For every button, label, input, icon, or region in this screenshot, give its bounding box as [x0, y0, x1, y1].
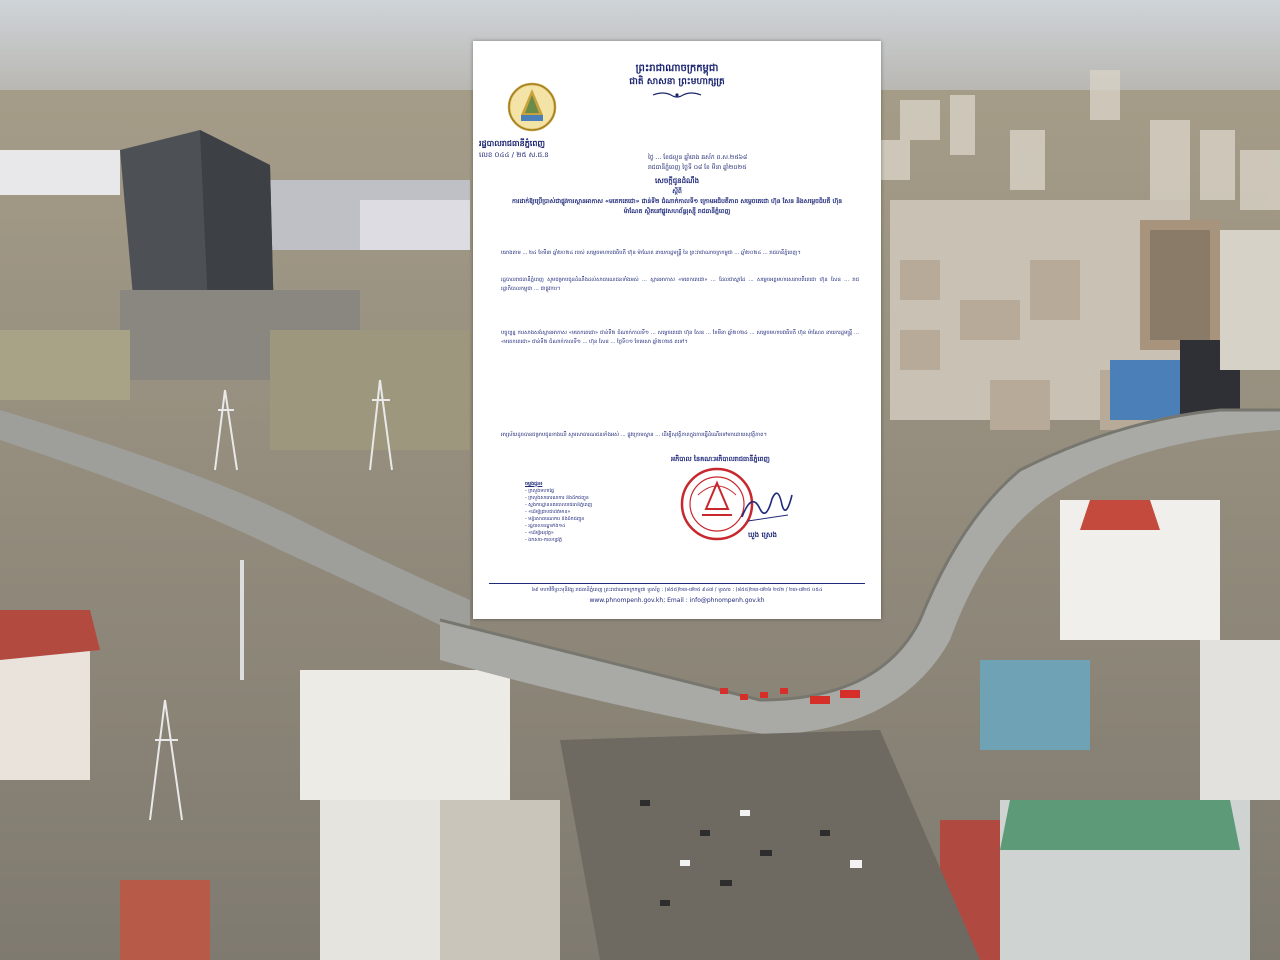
carbon-copy-list [525, 481, 655, 544]
cc-heading: ចម្លងជូន៖ [525, 482, 543, 487]
issuer-name: រដ្ឋបាលរាជធានីភ្នំពេញ [479, 139, 546, 148]
cc-item: - ឯកសារ-កាលប្បវត្តិ [525, 538, 562, 543]
cc-item: - ស្នងការដ្ឋាននគរបាលរាជធានីភ្នំពេញ [525, 503, 593, 508]
notice-subject: ការដាក់ឱ្យប្រើប្រាស់ជាផ្លូវការស្ពានអាកាស «មតេកតេជោ» ជាន់ទី២ ជំណាក់កាលទី១ ក្រោមអធិបតីភាព សម្តេចតេជោ ហ៊ុន សែន និងសម្តេចធិបតី ហ៊ុន ម៉ាណែត ស្ថិតនៅផ្លូវសហព័ន្ធរុស្ស៊ី រាជធានីភ្នំពេញ [511, 198, 843, 215]
paragraph-2: រដ្ឋបាលរាជធានីភ្នំពេញ សូមជម្រាបជូនដំណឹងដល់សាធារណជនទាំងអស់ ... ស្ពានអាកាស «មតេកតេជោ» ... ដែលជាស្នាដៃ ... សម្តេចអគ្គមហាសេនាបតីតេជោ ហ៊ុន សែន ... រាជរដ្ឋាភិបាលកម្ពុជា ... ជាផ្លូវការ។ [501, 277, 859, 292]
solar-date: រាជធានីភ្នំពេញ ថ្ងៃទី ០៨ ខែ មីនា ឆ្នាំ២០២៥ [648, 164, 747, 171]
cc-item: - មន្ទីរសាធារណការ និងដឹកជញ្ជូន [525, 517, 585, 522]
paragraph-4: អាស្រ័យដូចបានជម្រាបជូនខាងលើ សូមសាធារណជនទាំងអស់ ... ផ្លូវក្រោមស្ពាន ... ដើម្បីសុវត្ថិភាពក្នុងការធ្វើដំណើរទៅមកដោយសុវត្ថិភាព។ [501, 432, 767, 438]
official-notice-document [473, 41, 881, 619]
ornament-divider-icon [651, 91, 703, 99]
paragraph-3: បច្ចុប្បន្ន ការសាងសង់ស្ពានអាកាស «មតេកតេជោ» ជាន់ទី២ ជំណាក់កាលទី១ ... សម្តេចតេជោ ហ៊ុន សែន ... ខែមីនា ឆ្នាំ២០២៤ ... សម្តេចមហាបវរធិបតី ហ៊ុន ម៉ាណែត នាយករដ្ឋមន្ត្រី ... «មតេកតេជោ» ជាន់ទី២ ជំណាក់កាលទី១ ... ហ៊ុន សែន ... ថ្ងៃទី០១ ខែមេសា ឆ្នាំ២០២៥ តទៅ។ [501, 330, 859, 345]
paragraph-1: យោងតាម ... ២៤ ខែមីនា ឆ្នាំ២០២៤ របស់ សម្តេចមហាបវរធិបតី ហ៊ុន ម៉ាណែត នាយករដ្ឋមន្ត្រី នៃ ព្រះរាជាណាចក្រកម្ពុជា ... ឆ្នាំ២០២៤ ... រាជធានីភ្នំពេញ។ [501, 250, 801, 256]
lunar-date: ថ្ងៃ ... ខែផល្គុន ឆ្នាំរោង ឆស័ក ព.ស.២៥៦៨ [648, 154, 748, 161]
national-motto: ជាតិ សាសនា ព្រះមហាក្សត្រ [629, 77, 725, 87]
footer-web-email: www.phnompenh.gov.kh; Email : info@phnompenh.gov.kh [589, 597, 765, 604]
cc-item: - រដ្ឋបាលខណ្ឌទាំង១៤ [525, 524, 566, 529]
footer-divider [489, 583, 865, 584]
cc-item: - ក្រសួងមហាផ្ទៃ [525, 489, 555, 494]
cc-item: - ក្រសួងសាធារណការ និងដឹកជញ្ជូន [525, 496, 589, 501]
signer-name: ឃួង ស្រេង [748, 531, 777, 539]
cc-item: - «ដើម្បីអនុវត្ត» [525, 531, 554, 536]
handwritten-signature-icon [738, 481, 796, 529]
notice-about: ស្តីពី [672, 188, 682, 195]
signer-title: អភិបាល នៃគណៈអភិបាលរាជធានីភ្នំពេញ [671, 455, 770, 463]
cc-item: - «ដើម្បីជ្រាបជាព័ត៌មាន» [525, 510, 571, 515]
kingdom-header: ព្រះរាជាណាចក្រកម្ពុជា [635, 63, 719, 74]
reference-number: លេខ ០៤៤ / ២៥ ស.ជ.ន [479, 151, 549, 159]
notice-title: សេចក្តីជូនដំណឹង [654, 177, 700, 185]
footer-address: ៦៩ មហាវិថីព្រះមុនីវង្ស រាជធានីភ្នំពេញ ព្រះរាជាណាចក្រកម្ពុជា ទូរស័ព្ទ : (៨៥៥)២៣-៧២៥ ៩៤៧ / ទូរសារ : (៨៥៥)២៣-៧២៦ ២៥២ / ២៣-៧២៥ ០៥៤ [531, 587, 823, 593]
